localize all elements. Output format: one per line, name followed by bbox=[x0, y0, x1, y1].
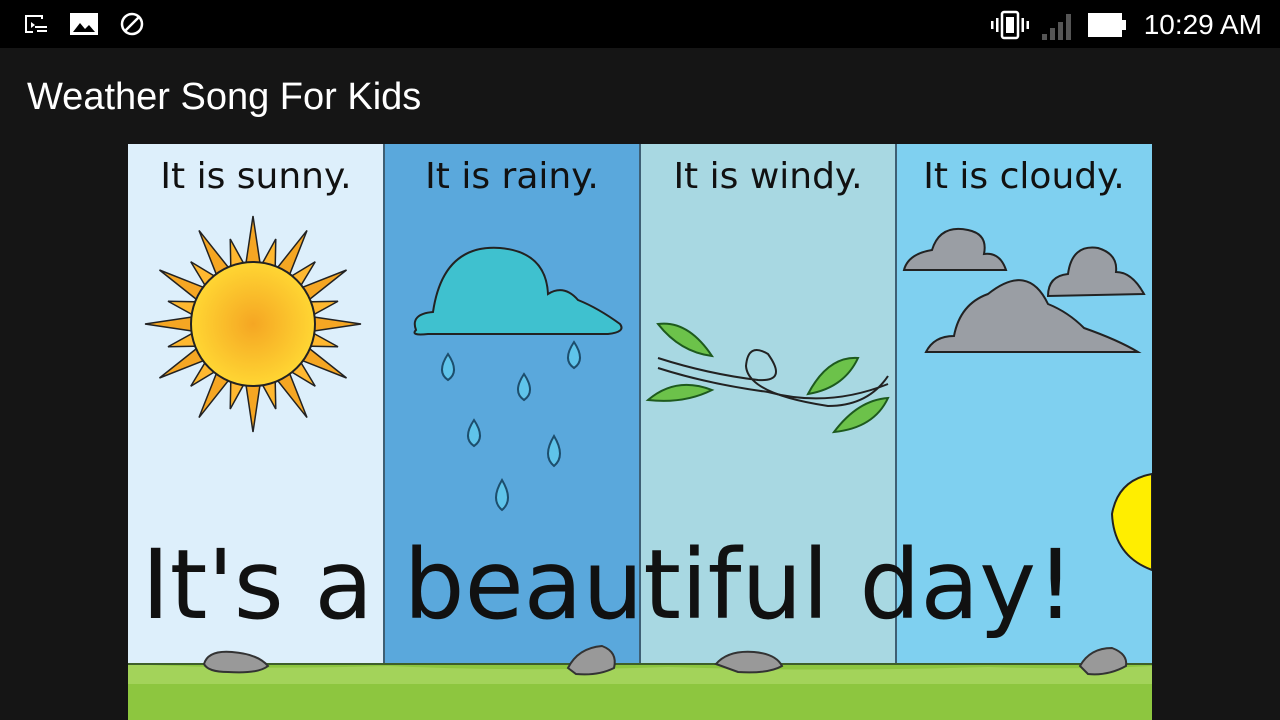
video-player[interactable] bbox=[128, 144, 1152, 720]
panel-label-rainy: It is rainy. bbox=[425, 156, 599, 197]
video-caption: It's a beautiful day! bbox=[141, 529, 1075, 641]
vibrate-icon bbox=[990, 10, 1030, 40]
do-not-disturb-icon bbox=[118, 10, 146, 38]
signal-icon bbox=[1040, 10, 1076, 42]
page-title: Weather Song For Kids bbox=[27, 76, 422, 118]
image-icon bbox=[69, 10, 99, 38]
screen-cast-icon bbox=[22, 10, 50, 38]
video-frame bbox=[128, 144, 1152, 720]
clock: 10:29 AM bbox=[1143, 9, 1262, 40]
panel-label-windy: It is windy. bbox=[673, 156, 863, 197]
app-bar bbox=[0, 48, 1280, 144]
panel-label-sunny: It is sunny. bbox=[160, 156, 352, 197]
battery-icon bbox=[1086, 10, 1128, 40]
status-bar bbox=[0, 0, 1280, 48]
panel-label-cloudy: It is cloudy. bbox=[923, 156, 1125, 197]
